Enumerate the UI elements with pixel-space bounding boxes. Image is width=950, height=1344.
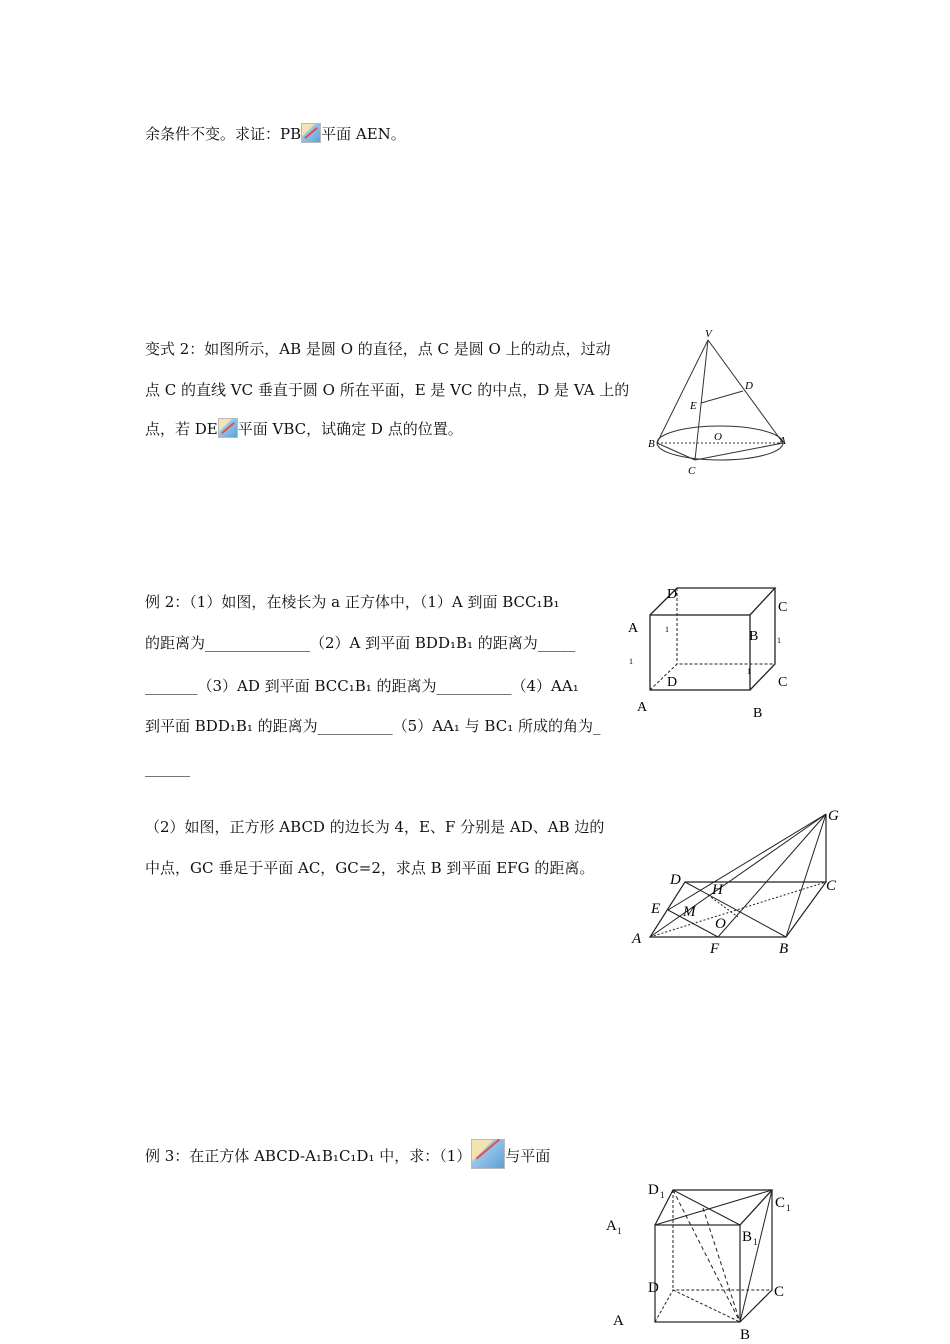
text-segment: 点，若 DE [145, 420, 218, 438]
text-line: 的距离为______________（2）A 到平面 BDD₁B₁ 的距离为_____ [145, 634, 576, 652]
label-b1: B [742, 1229, 753, 1245]
text-line: 到平面 BDD₁B₁ 的距离为__________（5）AA₁ 与 BC₁ 所成的角为_ [145, 717, 601, 735]
label-o: O [714, 431, 722, 443]
label-c1: C [775, 1195, 786, 1211]
label-d: D [670, 872, 681, 888]
label-d: D [648, 1280, 659, 1296]
label-b1: B [749, 629, 759, 644]
label-a1: A [628, 621, 639, 636]
label-f: F [710, 941, 720, 957]
text-line: 变式 2：如图所示，AB 是圆 O 的直径，点 C 是圆 O 上的动点，过动 [145, 340, 611, 358]
text-segment: 余条件不变。求证：PB [145, 125, 302, 143]
text-segment: 例 3：在正方体 ABCD-A₁B₁C₁D₁ 中，求：（1） [145, 1147, 472, 1165]
label-o: O [715, 916, 726, 932]
label-b: B [753, 706, 763, 721]
label-d: D [667, 675, 678, 690]
label-b: B [740, 1327, 751, 1343]
label-e: E [690, 400, 697, 412]
text-line [145, 418, 463, 439]
label-c1: C [778, 600, 788, 615]
label-c: C [688, 465, 696, 477]
text-line [145, 123, 406, 144]
square-pyramid-figure [628, 800, 848, 960]
label-sub: 1 [777, 636, 781, 645]
label-g: G [828, 808, 839, 824]
text-line: 例 2：（1）如图，在棱长为 a 正方体中，（1）A 到面 BCC₁B₁ [145, 593, 560, 611]
label-c: C [826, 878, 837, 894]
text-line: ______ [145, 759, 190, 777]
label-a1: A [606, 1218, 617, 1234]
label-e: E [651, 901, 661, 917]
cube-figure [622, 580, 807, 725]
label-a: A [632, 931, 642, 947]
label-a: A [637, 700, 648, 715]
label-sub: 1 [629, 657, 633, 666]
label-d1: D [667, 587, 678, 602]
text-line [145, 1139, 550, 1169]
label-d: D [745, 380, 753, 392]
cube-figure-2 [600, 1175, 810, 1344]
label-d1: D [648, 1182, 659, 1198]
label-m: M [683, 904, 696, 920]
text-line: 中点，GC 垂足于平面 AC，GC=2，求点 B 到平面 EFG 的距离。 [145, 859, 595, 877]
label-c: C [778, 675, 788, 690]
label-sub: 1 [660, 1190, 665, 1200]
label-sub: 1 [665, 625, 669, 634]
text-segment: 平面 VBC，试确定 D 点的位置。 [237, 420, 463, 438]
label-a: A [613, 1313, 624, 1329]
label-a: A [779, 435, 786, 447]
cone-figure [645, 325, 785, 480]
label-sub: 1 [786, 1203, 791, 1213]
label-sub: 1 [753, 1237, 758, 1247]
label-b: B [648, 438, 655, 450]
broken-image-icon [471, 1139, 505, 1169]
label-c: C [774, 1284, 785, 1300]
label-sub: 1 [747, 667, 751, 676]
broken-image-icon [301, 123, 321, 143]
text-line: 点 C 的直线 VC 垂直于圆 O 所在平面，E 是 VC 的中点，D 是 VA 上的 [145, 381, 630, 399]
label-h: H [712, 882, 723, 898]
text-line: _______（3）AD 到平面 BCC₁B₁ 的距离为__________（4）AA₁ [145, 677, 579, 695]
label-v: V [705, 328, 712, 340]
label-b: B [779, 941, 789, 957]
broken-image-icon [218, 418, 238, 438]
label-sub: 1 [617, 1226, 622, 1236]
text-line: （2）如图，正方形 ABCD 的边长为 4，E、F 分别是 AD、AB 边的 [145, 818, 605, 836]
text-segment: 平面 AEN。 [321, 125, 406, 143]
text-segment: 与平面 [505, 1147, 551, 1165]
